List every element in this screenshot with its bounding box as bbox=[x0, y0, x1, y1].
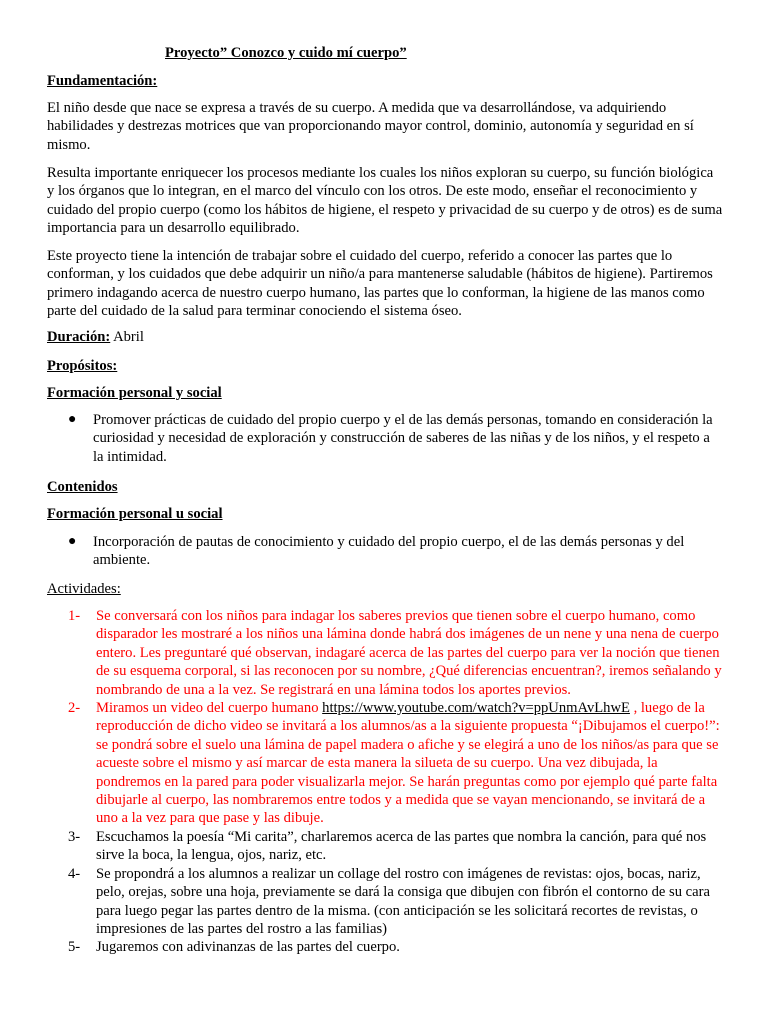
list-item: 2- Miramos un video del cuerpo humano https://www.youtube.com/watch?v=ppUnmAvLhwE , luego de la reproducción de dicho video se invitará a los alumnos/as a la siguiente propuesta “¡Dibujamos el cuerpo!”: se pondrá sobre el suelo una lámina de papel madera o afiche y se elegirá a uno de los niños/as para que se acueste sobre el mismo y así marcar de esta manera la silueta de su cuerpo. Una vez dibujada, la pondremos en la pared para poder visualizarla mejor. Se harán preguntas como por ejemplo qué parte falta dibujarle al cuerpo, las nombraremos entre todos y a medida que se vayan mencionando, se invitará de a uno a la vez para que pase y las dibuje. bbox=[68, 700, 720, 827]
list-item: 4- Se propondrá a los alumnos a realizar un collage del rostro con imágenes de revistas: ojos, bocas, nariz, pelo, orejas, sobre una hoja, previamente se dará la consiga que dibujen con fibrón el contorno de su cara para luego pegar las partes dentro de la misma. (con anticipación se les solicitará recortes de revistas, o impresiones de las partes del rostro a las familias) bbox=[68, 865, 710, 937]
duracion-label: Duración: bbox=[47, 329, 111, 345]
contenidos-subheading: Formación personal u social bbox=[47, 506, 223, 522]
actividades-heading: Actividades: bbox=[47, 581, 121, 597]
list-item: 1- Se conversará con los niños para indagar los saberes previos que tienen sobre el cuerpo humano, como disparador les mostraré a los niños una lámina donde habrá dos imágenes de un nene y una nena de cuerpo entero. Les preguntaré qué observan, indagaré acerca de las partes del cuerpo para ver la noción que tienen de su esquema corporal, si las reconocen por su nombre, ¿Qué diferencias encuentran?, iremos señalando y nombrando de una a la vez. Se registrará en una lámina todos los aportes previos. bbox=[68, 608, 722, 698]
duracion-line bbox=[47, 328, 723, 346]
list-item: 3- Escuchamos la poesía “Mi carita”, charlaremos acerca de las partes que nombra la canción, para qué nos sirve la boca, la lengua, ojos, nariz, etc. bbox=[68, 828, 707, 864]
actividades-list bbox=[68, 607, 724, 957]
bullet-icon: ● bbox=[68, 534, 77, 549]
document-title: Proyecto” Conozco y cuido mí cuerpo” bbox=[165, 45, 407, 61]
bullet-icon: ● bbox=[68, 412, 77, 427]
contenidos-bullet-text: Incorporación de pautas de conocimiento y cuidado del propio cuerpo, el de las demás personas y del ambiente. bbox=[93, 534, 685, 569]
fundamentacion-paragraph-3: Este proyecto tiene la intención de trabajar sobre el cuidado del cuerpo, referido a conocer las partes que lo conforman, y los cuidados que debe adquirir un niño/a para mantenerse saludable (hábitos de higiene). Partiremos primero indagando acerca de nuestro cuerpo humano, las partes que lo conforman, la higiene de las manos como parte del cuidado de la salud para terminar conociendo el sistema óseo. bbox=[47, 248, 713, 320]
contenidos-heading: Contenidos bbox=[47, 479, 118, 495]
activity-text: Jugaremos con adivinanzas de las partes del cuerpo. bbox=[96, 939, 400, 956]
propositos-subheading: Formación personal y social bbox=[47, 385, 222, 401]
propositos-bullet-text: Promover prácticas de cuidado del propio cuerpo y el de las demás personas, tomando en consideración la curiosidad y necesidad de exploración y construcción de saberes de las niñas y de los niños, y el respeto a la intimidad. bbox=[93, 412, 713, 465]
activity-text: Se propondrá a los alumnos a realizar un collage del rostro con imágenes de revistas: ojos, bocas, nariz, pelo, orejas, sobre una hoja, previamente se dará la consiga que dibujen con fibrón el contorno de su cara para luego pegar las partes dentro de la misma. (con anticipación se les solicitará recortes de revistas, o impresiones de las partes del rostro a las familias) bbox=[96, 865, 710, 937]
duracion-value: Abril bbox=[110, 329, 144, 345]
fundamentacion-heading: Fundamentación: bbox=[47, 73, 158, 89]
fundamentacion-paragraph-1: El niño desde que nace se expresa a través de su cuerpo. A medida que va desarrollándose, va adquiriendo habilidades y destrezas motrices que van proporcionando mayor control, dominio, autonomía y seguridad en sí mismo. bbox=[47, 100, 694, 153]
fundamentacion-paragraph-2: Resulta importante enriquecer los procesos mediante los cuales los niños exploran su cuerpo, su función biológica y los órganos que lo integran, en el marco del vínculo con los otros. De este modo, enseñar el reconocimiento y cuidado del propio cuerpo (como los hábitos de higiene, el respeto y privacidad de su cuerpo y de otros) es de suma importancia para un desarrollo equilibrado. bbox=[47, 165, 723, 237]
list-item: 5- Jugaremos con adivinanzas de las partes del cuerpo. bbox=[68, 939, 400, 956]
activity-text: Escuchamos la poesía “Mi carita”, charlaremos acerca de las partes que nombra la canción, para qué nos sirve la boca, la lengua, ojos, nariz, etc. bbox=[96, 828, 707, 864]
activity-text: Se conversará con los niños para indagar los saberes previos que tienen sobre el cuerpo humano, como disparador les mostraré a los niños una lámina donde habrá dos imágenes de un nene y una nena de cuerpo entero. Les preguntaré qué observan, indagaré acerca de las partes del cuerpo para ver la noción que tienen de su esquema corporal, si las reconocen por su nombre, ¿Qué diferencias encuentran?, iremos señalando y nombrando de una a la vez. Se registrará en una lámina todos los aportes previos. bbox=[96, 608, 722, 698]
video-link[interactable]: https://www.youtube.com/watch?v=ppUnmAvLhwE bbox=[322, 700, 630, 717]
propositos-heading: Propósitos: bbox=[47, 358, 118, 374]
